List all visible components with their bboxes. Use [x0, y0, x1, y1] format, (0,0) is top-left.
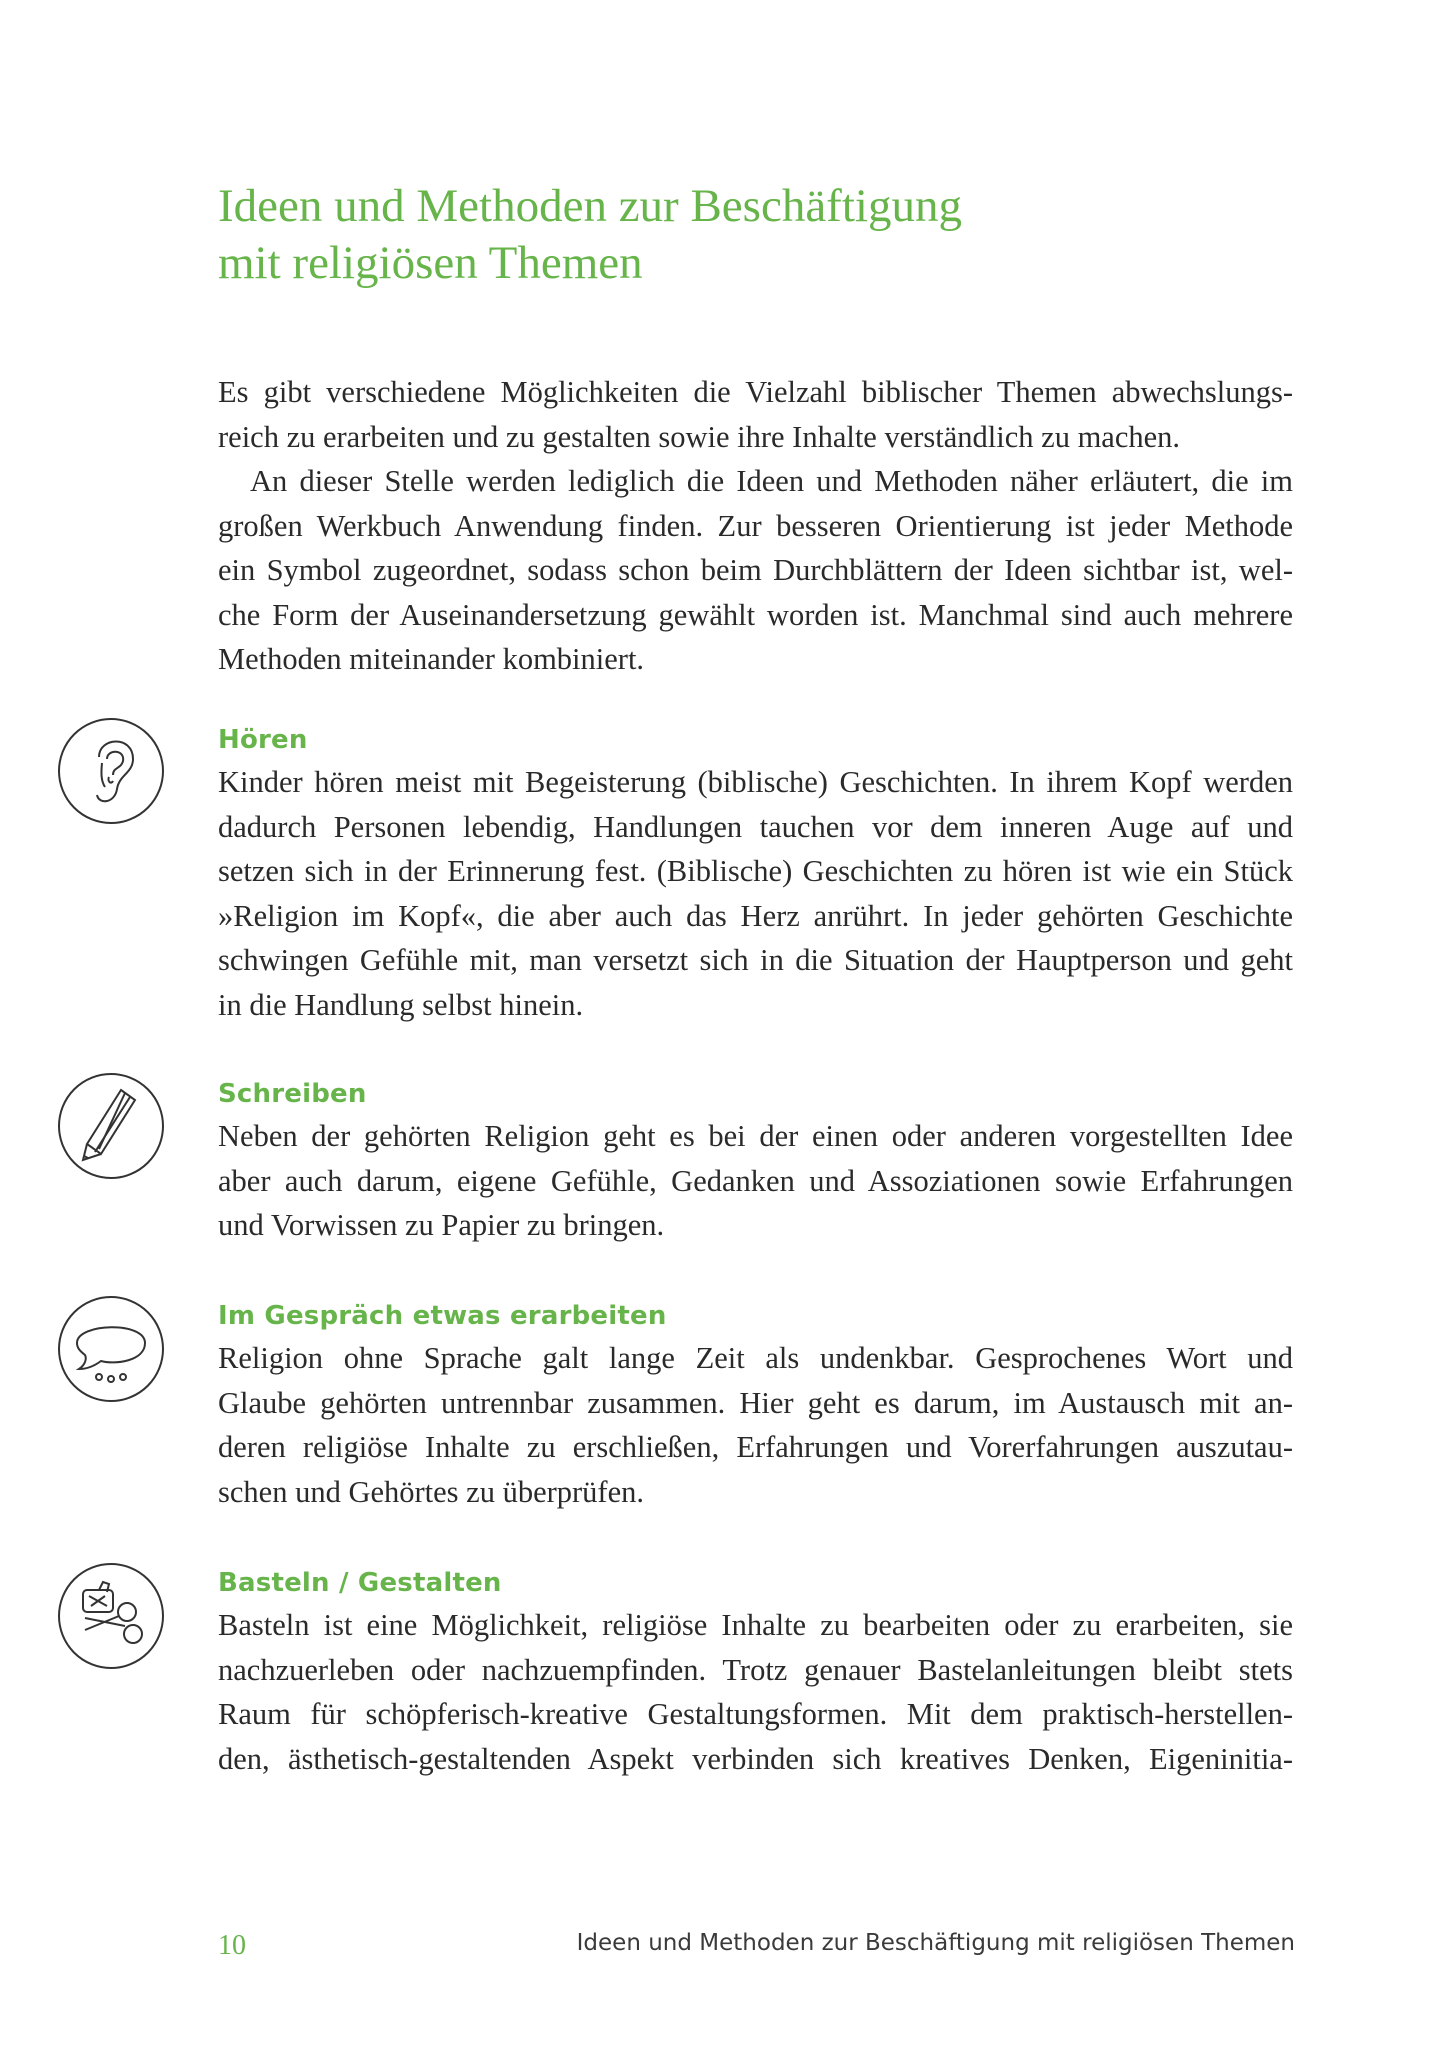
intro-line: Methoden miteinander kombiniert. — [218, 642, 645, 676]
intro-line: Es gibt verschiedene Möglichkeiten die Vielzahl biblischer Themen abwechslungs- — [218, 375, 1293, 409]
section-line: den, ästhetisch-gestaltenden Aspekt verbinden sich kreatives Denken, Eigeninitia- — [218, 1741, 1293, 1776]
section-gespraech — [218, 1296, 1293, 1514]
scissors-glue-icon — [55, 1560, 167, 1672]
intro-line: ein Symbol zugeordnet, sodass schon beim Durchblättern der Ideen sichtbar ist, wel- — [218, 553, 1293, 587]
section-line: nachzuerleben oder nachzuempfinden. Trotz genauer Bastelanleitungen bleibt stets — [218, 1652, 1293, 1687]
section-line: Basteln ist eine Möglichkeit, religiöse Inhalte zu bearbeiten oder zu erarbeiten, sie — [218, 1608, 1293, 1642]
section-schreiben — [218, 1074, 1293, 1248]
section-line: schwingen Gefühle mit, man versetzt sich in die Situation der Hauptperson und geht — [218, 943, 1293, 977]
section-line: Neben der gehörten Religion geht es bei der einen oder anderen vorgestellten Idee — [218, 1119, 1293, 1153]
section-line: und Vorwissen zu Papier zu bringen. — [218, 1208, 665, 1242]
section-line: dadurch Personen lebendig, Handlungen tauchen vor dem inneren Auge auf und — [218, 809, 1293, 844]
section-line: schen und Gehörtes zu überprüfen. — [218, 1474, 645, 1509]
title-line: mit religiösen Themen — [218, 237, 643, 289]
section-line: Religion ohne Sprache galt lange Zeit als undenkbar. Gesprochenes Wort und — [218, 1341, 1293, 1375]
ear-icon — [55, 715, 167, 827]
section-line: aber auch darum, eigene Gefühle, Gedanken und Assoziationen sowie Erfahrungen — [218, 1163, 1293, 1198]
page-title — [218, 178, 1318, 292]
section-line: deren religiöse Inhalte zu erschließen, Erfahrungen und Vorerfahrungen auszutau- — [218, 1430, 1293, 1464]
section-heading: Im Gespräch etwas erarbeiten — [218, 1301, 667, 1331]
section-line: Raum für schöpferisch-kreative Gestaltungsformen. Mit dem praktisch-herstellen- — [218, 1697, 1293, 1731]
section-line: »Religion im Kopf«, die aber auch das Herz anrührt. In jeder gehörten Geschichte — [218, 898, 1293, 933]
intro-line: An dieser Stelle werden lediglich die Ideen und Methoden näher erläutert, die im — [250, 464, 1293, 498]
section-heading: Basteln / Gestalten — [218, 1568, 502, 1598]
pencil-icon — [55, 1070, 167, 1182]
section-heading: Schreiben — [218, 1079, 367, 1109]
section-line: Glaube gehörten untrennbar zusammen. Hier geht es darum, im Austausch mit an- — [218, 1385, 1293, 1420]
speech-bubble-icon — [55, 1293, 167, 1405]
section-line: in die Handlung selbst hinein. — [218, 987, 584, 1022]
section-line: Kinder hören meist mit Begeisterung (biblische) Geschichten. In ihrem Kopf werden — [218, 765, 1293, 799]
page-number: 10 — [218, 1930, 246, 1961]
section-heading: Hören — [218, 725, 308, 755]
section-basteln — [218, 1563, 1293, 1781]
intro-line: großen Werkbuch Anwendung finden. Zur besseren Orientierung ist jeder Methode — [218, 508, 1293, 543]
title-line: Ideen und Methoden zur Beschäftigung — [218, 180, 962, 232]
running-title: Ideen und Methoden zur Beschäftigung mit religiösen Themen — [576, 1930, 1295, 1956]
intro-line: reich zu erarbeiten und zu gestalten sowie ihre Inhalte verständlich zu machen. — [218, 419, 1181, 454]
intro-paragraph — [218, 370, 1293, 682]
section-line: setzen sich in der Erinnerung fest. (Biblische) Geschichten zu hören ist wie ein Stück — [218, 854, 1293, 888]
intro-line: che Form der Auseinandersetzung gewählt worden ist. Manchmal sind auch mehrere — [218, 597, 1293, 632]
section-hoeren — [218, 720, 1293, 1027]
